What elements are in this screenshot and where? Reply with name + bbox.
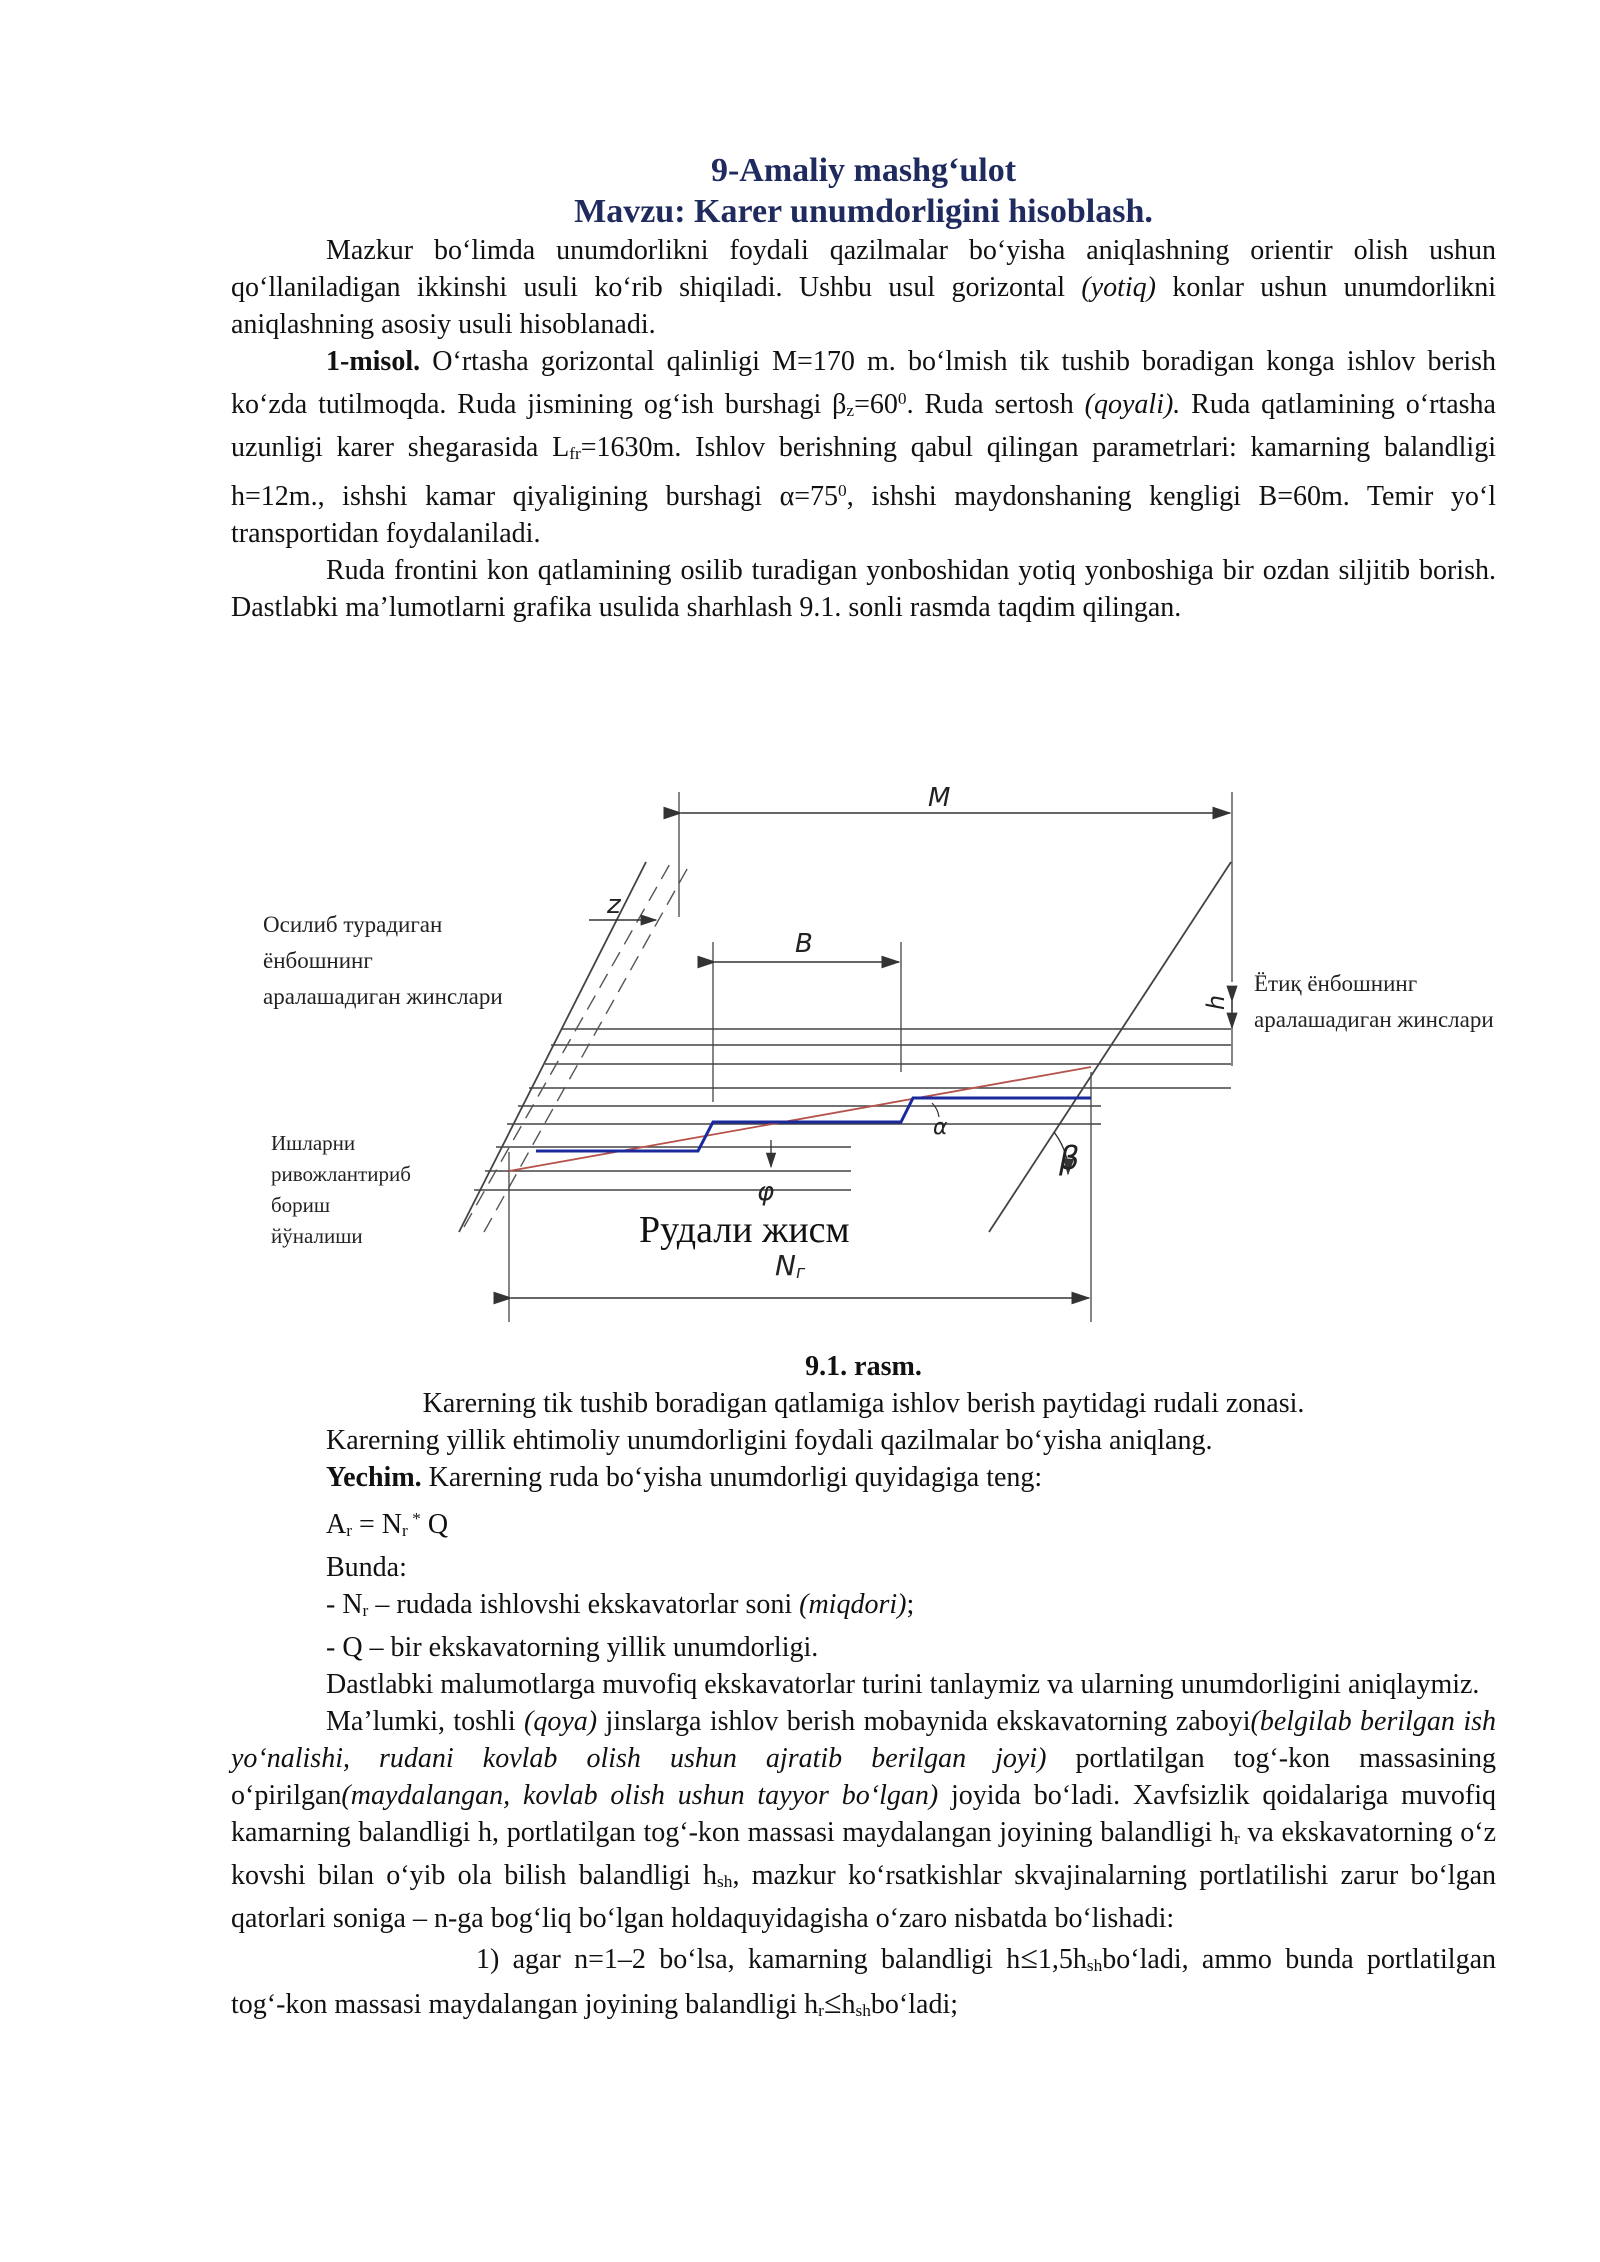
label-ore-body: Рудали жисм — [639, 1209, 850, 1251]
text: r — [402, 1521, 408, 1540]
label-hanging-3: аралашадиган жинслари — [263, 984, 503, 1009]
text: = N — [352, 1509, 403, 1540]
label-footwall-2: аралашадиган жинслари — [1254, 1007, 1494, 1032]
dim-M-label: M — [928, 783, 951, 813]
text: N — [775, 1249, 796, 1282]
alpha-label: α — [933, 1115, 948, 1140]
extension-lines — [509, 792, 1232, 1322]
text: ≤ — [1020, 1939, 1038, 1975]
text: O‘rtasha gorizontal qalinligi M=170 m. bo‘lmish tik tushib boradigan konga ishlov berish ko‘zda tutilmoqda. Ruda jismining og‘ish burshagi β — [231, 346, 1496, 420]
label-hanging-2: ёнбошнинг — [263, 948, 373, 973]
example-paragraph — [231, 343, 1496, 552]
solution-label: Yechim. — [326, 1462, 422, 1493]
phi-label: φ — [757, 1177, 775, 1207]
text: (qoyali). — [1084, 389, 1181, 420]
caption-text: Karerning tik tushib boradigan qatlamiga ishlov berish paytidagi rudali zonasi. — [422, 1388, 1305, 1419]
text: – rudada ishlovshi ekskavatorlar soni — [368, 1589, 800, 1620]
text: =1630m. Ishlov berishning qabul qilingan parametrlari: kamarning balandligi h=12m., ishshi kamar qiyaligining burshagi α=75 — [231, 432, 1496, 512]
text: (qoya) — [524, 1706, 598, 1737]
footwall-line — [989, 862, 1231, 1232]
text: fr — [569, 444, 581, 463]
front-paragraph: Ruda frontini kon qatlamining osilib turadigan yonboshidan yotiq yonboshiga bir ozdan siljitib borish. Dastlabki ma’lumotlarni grafika usulida sharhlash 9.1. sonli rasmda taqdim qilingan. — [231, 555, 1496, 623]
text: sh — [855, 2001, 871, 2020]
example-label: 1-misol. — [326, 346, 421, 377]
page-subtitle: Mavzu: Karer unumdorligini hisoblash. — [574, 193, 1153, 230]
text: sh — [1086, 1956, 1103, 1975]
text: =60 — [854, 389, 898, 420]
text: , ishshi maydonshaning kengligi B=60m. Temir yo‘l transportidan foydalaniladi. — [231, 481, 1497, 549]
text: konlar ushun unumdorlikni aniqlashning asosiy usuli hisoblanadi. — [231, 272, 1497, 340]
text: bo‘ladi, ammo bunda portlatilgan tog‘-kon massasi maydalangan joyining balandligi h — [231, 1944, 1496, 2020]
text: * — [407, 1509, 421, 1528]
text: bo‘ladi; — [870, 1989, 958, 2020]
text: joyida bo‘ladi. Xavfsizlik qoidalariga muvofiq kamarning balandligi h, portlatilgan tog‘-kon massasi maydalangan joyining balandligi h — [231, 1780, 1497, 1848]
text: 1,5h — [1037, 1944, 1087, 1975]
task-text: Karerning yillik ehtimoliy unumdorligini foydali qazilmalar bo‘yisha aniqlang. — [326, 1425, 1213, 1456]
text: portlatilgan tog‘-kon massasining o‘pirilgan — [231, 1743, 1496, 1811]
figure-caption: 9.1. rasm. — [805, 1351, 922, 1382]
text: r — [346, 1521, 353, 1540]
text: (maydalangan, kovlab olish ushun tayyor bo‘lgan) — [341, 1780, 939, 1811]
text: sh — [717, 1872, 733, 1891]
label-direction-2: ривожлантириб — [271, 1162, 411, 1186]
list-item-1 — [231, 1939, 1496, 2029]
text: h — [841, 1989, 856, 2020]
text: r — [362, 1601, 369, 1620]
text: (yotiq) — [1081, 272, 1157, 303]
text: Ma’lumki, toshli — [326, 1706, 525, 1737]
dim-N-label — [775, 1247, 805, 1292]
text: Mazkur bo‘limda unumdorlikni foydali qazilmalar bo‘yisha aniqlashning orientir olish ushun qo‘llaniladigan ikkinshi usuli ko‘rib shiqiladi. Ushbu usul gorizontal — [231, 235, 1496, 303]
hanging-wall-dashed-2 — [484, 862, 691, 1232]
text: Ruda qatlamining o‘rtasha uzunligi karer shegarasida L — [231, 389, 1496, 463]
text: Karerning ruda bo‘yisha unumdorligi quyidagiga teng: — [421, 1462, 1043, 1493]
text: , mazkur ko‘rsatkishlar skvajinalarning portlatilishi zarur bo‘lgan qatorlari soniga – n-ga bog‘liq bo‘lgan holdaquyidagisha o‘zaro nisbatda bo‘lishadi: — [231, 1860, 1496, 1934]
bunda: Bunda: — [326, 1552, 407, 1583]
definition-item: - Q – bir ekskavatorning yillik unumdorligi. — [326, 1632, 819, 1663]
definition-item — [326, 1586, 1496, 1629]
text: 1) agar n=1–2 bo‘lsa, kamarning balandligi h — [476, 1944, 1021, 1975]
text: ≤ — [823, 1984, 842, 2020]
text: z — [846, 401, 855, 420]
text: A — [326, 1509, 347, 1540]
figure-9-1 — [231, 662, 1496, 1342]
text: va ekskavatorning o‘z kovshi bilan o‘yib ola bilish balandligi h — [231, 1817, 1496, 1891]
text: ; — [906, 1589, 915, 1620]
text: jinslarga ishlov berish mobaynida ekskavatorning zaboyi — [597, 1706, 1251, 1737]
intro-paragraph — [231, 232, 1496, 343]
dim-h-label: h — [1202, 994, 1231, 1011]
label-footwall-1: Ётиқ ёнбошнинг — [1254, 971, 1418, 996]
label-direction-3: бориш — [271, 1193, 331, 1217]
text: 0 — [838, 481, 847, 500]
text: . Ruda sertosh — [906, 389, 1085, 420]
label-direction-1: Ишларни — [271, 1131, 356, 1155]
ore-floor-line — [509, 1067, 1091, 1171]
text: 0 — [897, 389, 907, 408]
text: r — [1233, 1829, 1240, 1848]
safety-paragraph — [231, 1703, 1496, 1937]
text: Q — [420, 1509, 449, 1540]
text: - N — [326, 1589, 363, 1620]
dim-z-label: z — [607, 890, 621, 920]
text: г — [795, 1263, 806, 1283]
solution-paragraph — [231, 1459, 1496, 1496]
page-title: 9-Amaliy mashg‘ulot — [710, 152, 1017, 189]
beta-label: β — [1059, 1139, 1080, 1177]
formula — [326, 1500, 1496, 1549]
label-direction-4: йўналиши — [271, 1224, 363, 1248]
text: r — [818, 2001, 824, 2020]
excavator-paragraph: Dastlabki malumotlarga muvofiq ekskavatorlar turini tanlaymiz va ularning unumdorligini aniqlaymiz. — [326, 1669, 1480, 1700]
document-page — [231, 150, 1496, 2029]
dim-B-label: B — [795, 929, 813, 959]
label-hanging-1: Осилиб турадиган — [263, 912, 443, 937]
text: (miqdori) — [799, 1589, 907, 1620]
text: (belgilab berilgan ish yo‘nalishi, rudani kovlab olish ushun ajratib berilgan joyi) — [231, 1706, 1496, 1774]
